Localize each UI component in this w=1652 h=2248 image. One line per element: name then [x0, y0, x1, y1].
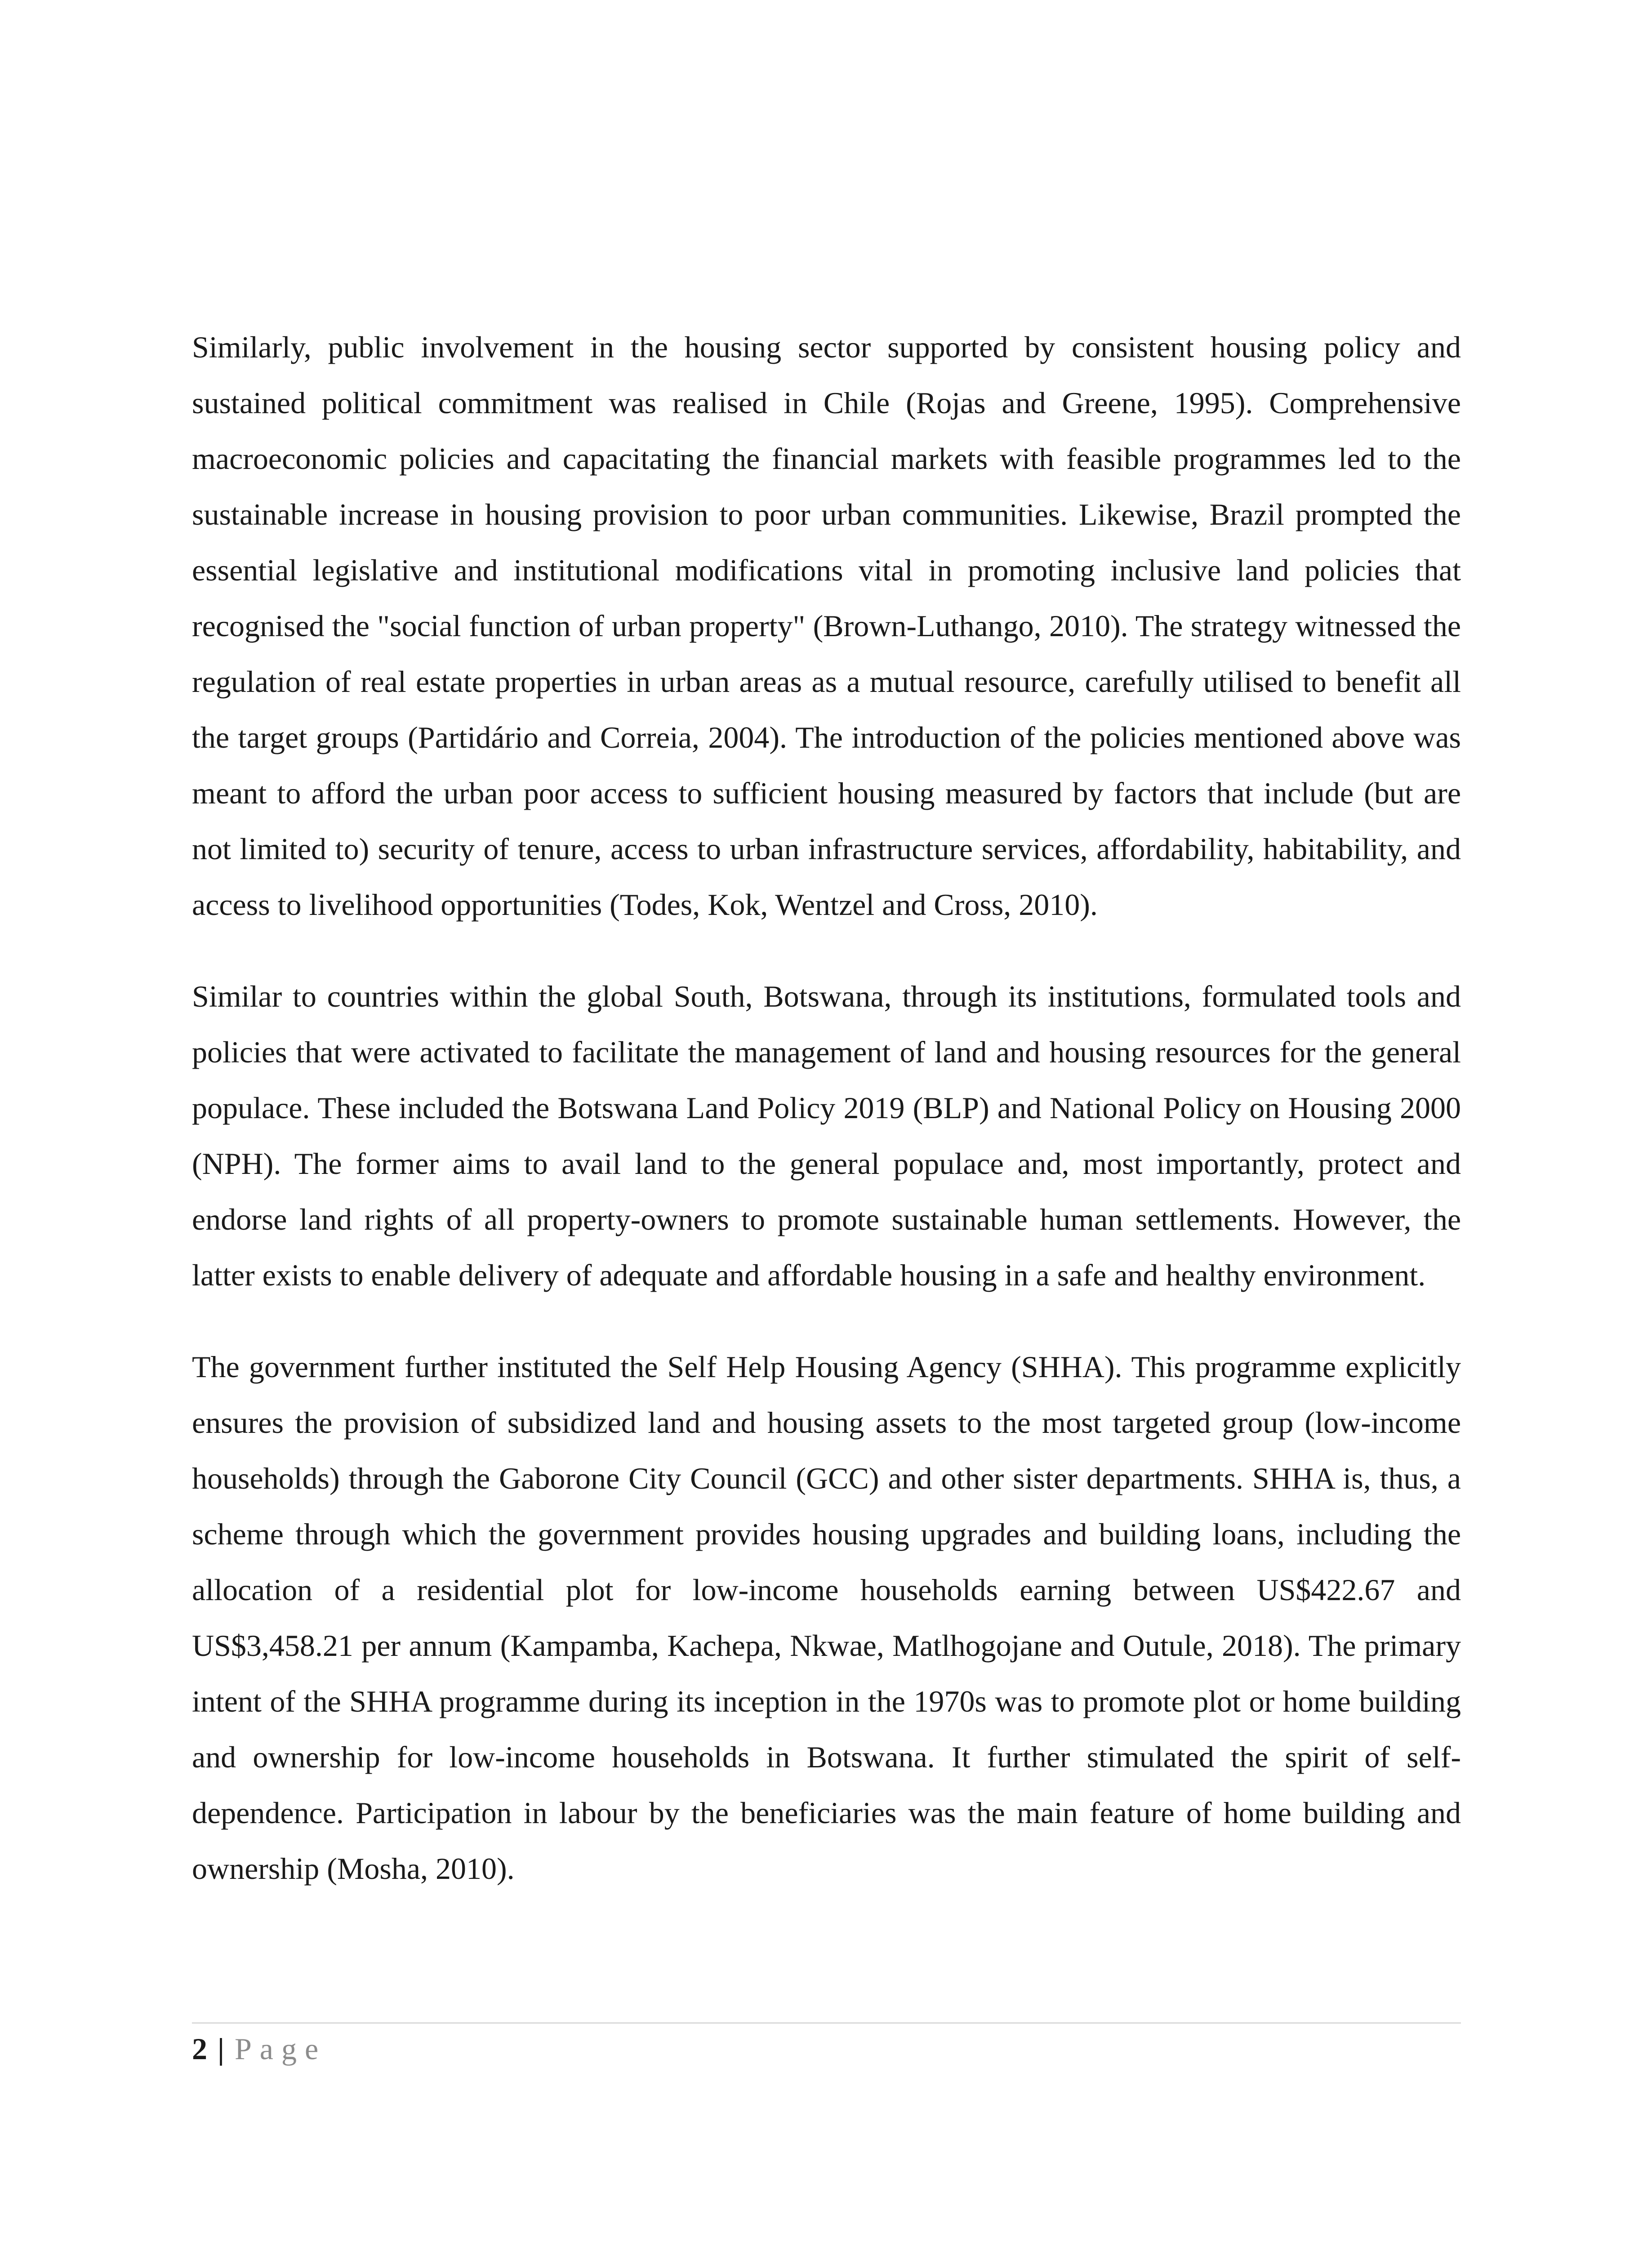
paragraph-shha-programme: The government further instituted the Self Help Housing Agency (SHHA). This programme explicitly ensures the provision of subsidized land and housing assets to the most targeted group (low-income households) through the Gaborone City Council (GCC) and other sister departments. SHHA is, thus, a scheme through which the government provides housing upgrades and building loans, including the allocation of a residential plot for low-income households earning between US$422.67 and US$3,458.21 per annum (Kampamba, Kachepa, Nkwae, Matlhogojane and Outule, 2018). The primary intent of the SHHA programme during its inception in the 1970s was to promote plot or home building and ownership for low-income households in Botswana. It further stimulated the spirit of self-dependence. Participation in labour by the beneficiaries was the main feature of home building and ownership (Mosha, 2010).	[192, 1350, 1461, 1886]
footer-divider	[192, 2022, 1461, 2024]
paragraph-chile-brazil-policies: Similarly, public involvement in the housing sector supported by consistent housing policy and sustained political commitment was realised in Chile (Rojas and Greene, 1995). Comprehensive macroeconomic policies and capacitating the financial markets with feasible programmes led to the sustainable increase in housing provision to poor urban communities. Likewise, Brazil prompted the essential legislative and institutional modifications vital in promoting inclusive land policies that recognised the "social function of urban property" (Brown-Luthango, 2010). The strategy witnessed the regulation of real estate properties in urban areas as a mutual resource, carefully utilised to benefit all the target groups (Partidário and Correia, 2004). The introduction of the policies mentioned above was meant to afford the urban poor access to sufficient housing measured by factors that include (but are not limited to) security of tenure, access to urban infrastructure services, affordability, habitability, and access to livelihood opportunities (Todes, Kok, Wentzel and Cross, 2010).	[192, 330, 1461, 922]
paragraph-botswana-policies: Similar to countries within the global South, Botswana, through its institutions, formulated tools and policies that were activated to facilitate the management of land and housing resources for the general populace. These included the Botswana Land Policy 2019 (BLP) and National Policy on Housing 2000 (NPH). The former aims to avail land to the general populace and, most importantly, protect and endorse land rights of all property-owners to promote sustainable human settlements. However, the latter exists to enable delivery of adequate and affordable housing in a safe and healthy environment.	[192, 979, 1461, 1292]
footer-separator: |	[218, 2032, 224, 2066]
page-label: Page	[234, 2032, 327, 2066]
page-number: 2	[192, 2032, 207, 2066]
page-footer	[192, 2029, 326, 2069]
body-text	[192, 319, 1461, 1896]
